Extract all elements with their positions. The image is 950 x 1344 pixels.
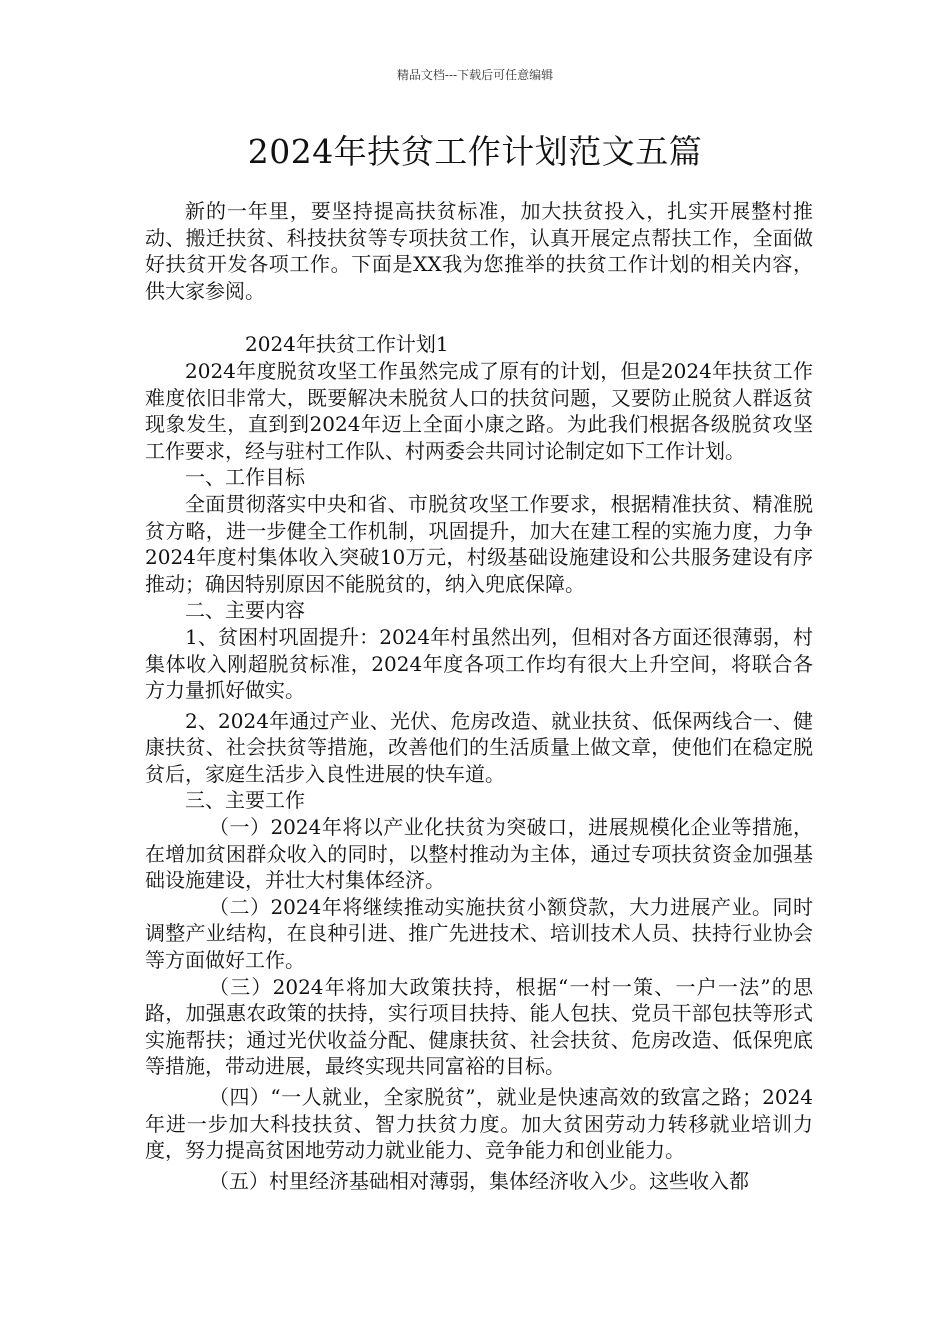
paragraph-work-2: （二）2024年将继续推动实施扶贫小额贷款，大力进展产业。同时调整产业结构，在良种引进、推广先进技术、培训技术人员、扶持行业协会等方面做好工作。 xyxy=(145,894,813,973)
paragraph-content-1: 1、贫困村巩固提升：2024年村虽然出列，但相对各方面还很薄弱，村集体收入刚超脱贫标准，2024年度各项工作均有很大上升空间，将联合各方力量抓好做实。 xyxy=(145,624,813,703)
intro-paragraph: 新的一年里，要坚持提高扶贫标准，加大扶贫投入，扎实开展整村推动、搬迁扶贫、科技扶贫等专项扶贫工作，认真开展定点帮扶工作，全面做好扶贫开发各项工作。下面是XX我为您推举的扶贫工作计划的相关内容，供大家参阅。 xyxy=(145,199,813,303)
paragraph-work-1: （一）2024年将以产业化扶贫为突破口，进展规模化企业等措施，在增加贫困群众收入的同时，以整村推动为主体，通过专项扶贫资金加强基础设施建设，并壮大村集体经济。 xyxy=(145,815,813,893)
document-body xyxy=(145,198,813,1194)
paragraph-work-4: （四）“一人就业，全家脱贫”，就业是快速高效的致富之路；2024年进一步加大科技扶贫、智力扶贫力度。加大贫困劳动力转移就业培训力度，努力提高贫困地劳动力就业能力、竞争能力和创业能力。 xyxy=(145,1085,813,1163)
paragraph-overview: 2024年度脱贫攻坚工作虽然完成了原有的计划，但是2024年扶贫工作难度依旧非常大，既要解决未脱贫人口的扶贫问题，又要防止脱贫人群返贫现象发生，直到到2024年迈上全面小康之路。为此我们根据各级脱贫攻坚工作要求，经与驻村工作队、村两委会共同讨论制定如下工作计划。 xyxy=(145,358,813,463)
document-title: 2024年扶贫工作计划范文五篇 xyxy=(247,132,703,171)
paragraph-content-2: 2、2024年通过产业、光伏、危房改造、就业扶贫、低保两线合一、健康扶贫、社会扶贫等措施，改善他们的生活质量上做文章，使他们在稳定脱贫后，家庭生活步入良性进展的快车道。 xyxy=(145,708,813,786)
section-heading-content: 二、主要内容 xyxy=(185,598,305,623)
header-note: 精品文档---下载后可任意编辑 xyxy=(396,68,554,82)
section-heading-work: 三、主要工作 xyxy=(185,788,305,813)
paragraph-work-3: （三）2024年将加大政策扶持，根据“一村一策、一户一法”的思路，加强惠农政策的扶持，实行项目扶持、能人包扶、党员干部包扶等形式实施帮扶；通过光伏收益分配、健康扶贫、社会扶贫、危房改造、低保兜底等措施，带动进展，最终实现共同富裕的目标。 xyxy=(145,974,813,1079)
plan-subtitle: 2024年扶贫工作计划1 xyxy=(245,332,449,357)
paragraph-goals: 全面贯彻落实中央和省、市脱贫攻坚工作要求，根据精准扶贫、精准脱贫方略，进一步健全工作机制，巩固提升，加大在建工程的实施力度，力争2024年度村集体收入突破10万元，村级基础设施建设和公共服务建设有序推动；确因特别原因不能脱贫的，纳入兜底保障。 xyxy=(145,491,813,596)
section-heading-goals: 一、工作目标 xyxy=(185,465,305,490)
paragraph-work-5: （五）村里经济基础相对薄弱，集体经济收入少。这些收入都 xyxy=(209,1168,749,1193)
